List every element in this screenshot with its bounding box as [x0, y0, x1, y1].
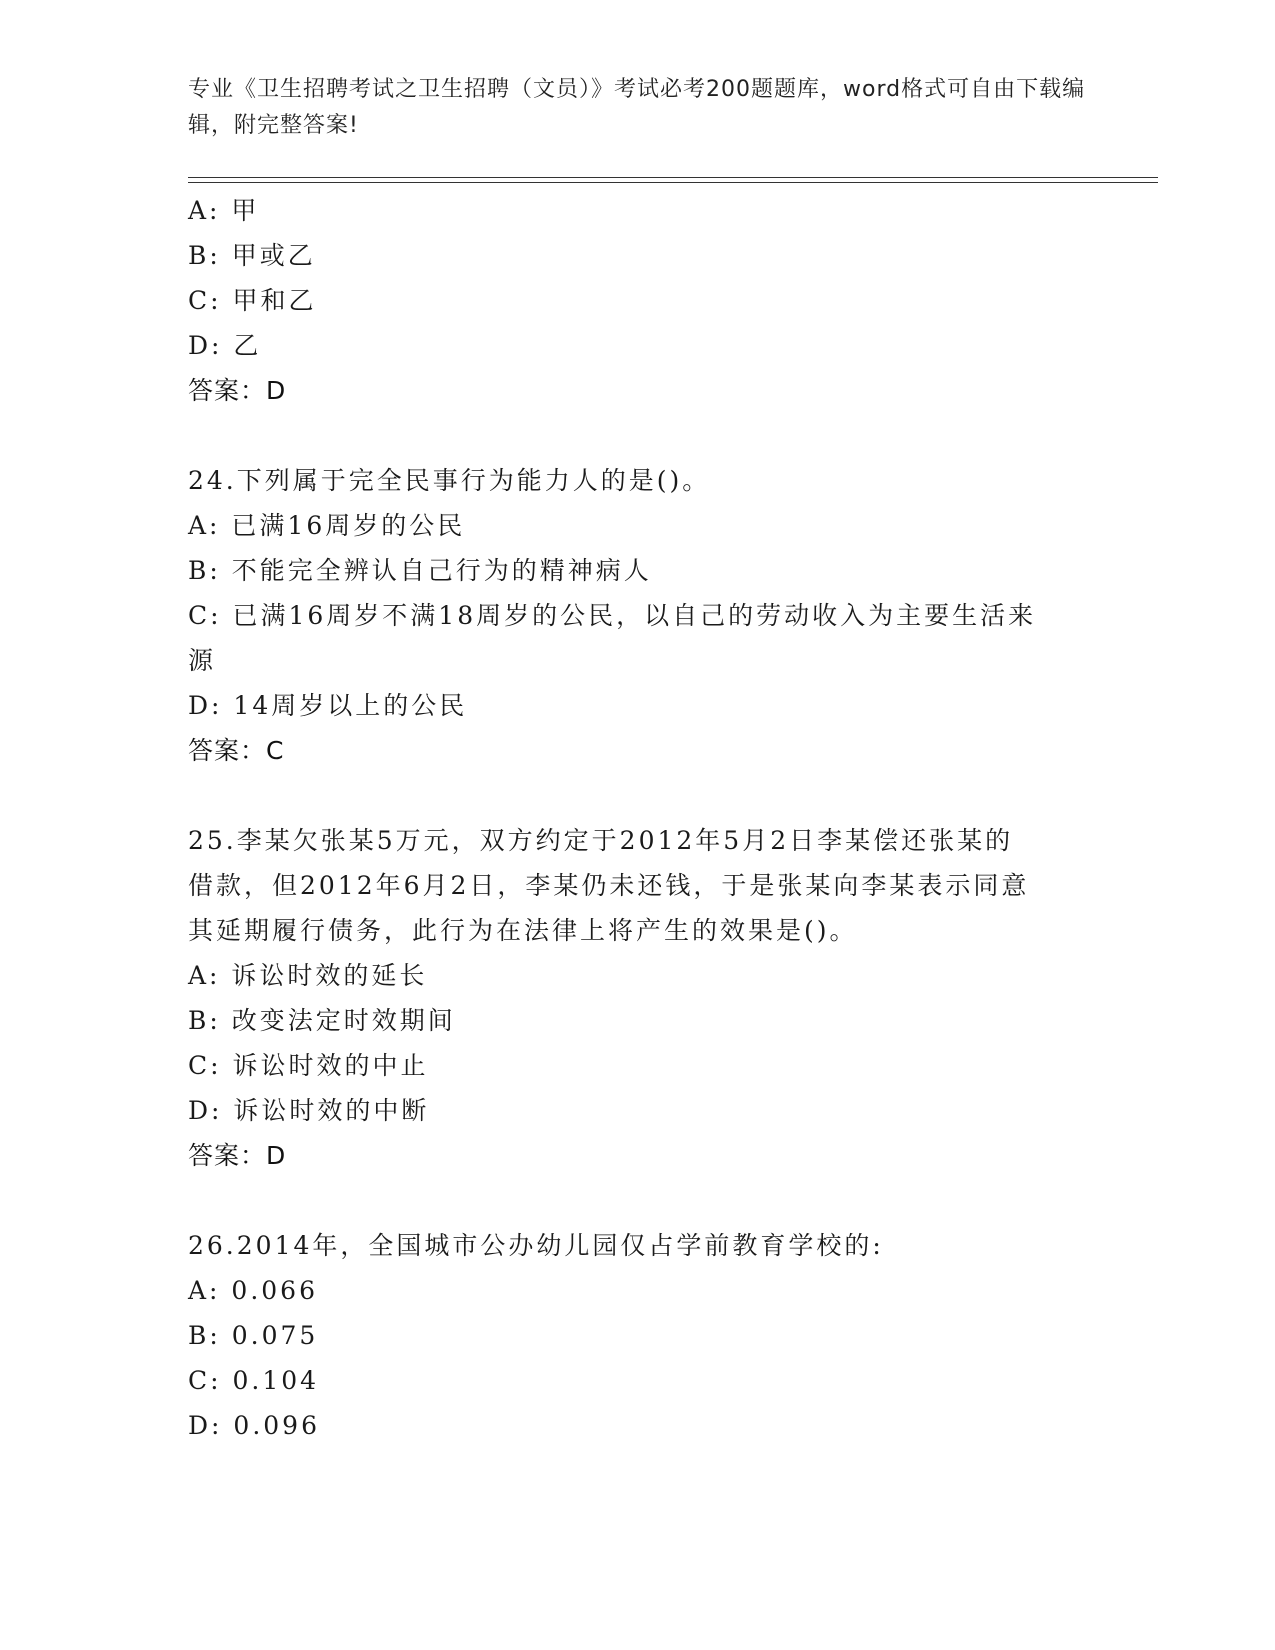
option-b: B: 0.075 — [188, 1321, 319, 1350]
header-rule-top — [188, 177, 1158, 178]
option-a: A: 诉讼时效的延长 — [188, 961, 428, 990]
question-list — [188, 188, 1088, 1448]
option-d: D: 14周岁以上的公民 — [188, 691, 468, 720]
option-d: D: 0.096 — [188, 1411, 320, 1440]
spacer — [188, 773, 1088, 818]
option-b: B: 改变法定时效期间 — [188, 1006, 456, 1035]
option-d: D: 诉讼时效的中断 — [188, 1096, 430, 1125]
question-23-continued — [188, 188, 1088, 413]
answer-line: 答案：D — [188, 376, 287, 405]
option-c: C: 甲和乙 — [188, 286, 317, 315]
header-rule-bottom — [188, 182, 1158, 183]
spacer — [188, 413, 1088, 458]
question-26 — [188, 1223, 1088, 1448]
question-24 — [188, 458, 1088, 773]
document-header: 专业《卫生招聘考试之卫生招聘（文员）》考试必考200题题库，word格式可自由下载编辑，附完整答案! — [188, 77, 1086, 138]
answer-line: 答案：D — [188, 1141, 287, 1170]
option-b: B: 甲或乙 — [188, 241, 316, 270]
option-b: B: 不能完全辨认自己行为的精神病人 — [188, 556, 652, 585]
option-d: D: 乙 — [188, 331, 262, 360]
question-stem-line-2: 借款，但2012年6月2日，李某仍未还钱，于是张某向李某表示同意 — [188, 871, 1030, 900]
option-c: C: 0.104 — [188, 1366, 320, 1395]
option-c: C: 已满16周岁不满18周岁的公民，以自己的劳动收入为主要生活来源 — [188, 601, 1037, 675]
question-stem-line-3: 其延期履行债务，此行为在法律上将产生的效果是()。 — [188, 916, 858, 945]
question-25 — [188, 818, 1088, 1178]
answer-line: 答案：C — [188, 736, 285, 765]
spacer — [188, 1178, 1088, 1223]
option-a: A: 甲 — [188, 196, 260, 225]
option-a: A: 0.066 — [188, 1276, 318, 1305]
question-stem-line-1: 25.李某欠张某5万元，双方约定于2012年5月2日李某偿还张某的 — [188, 826, 1014, 855]
option-c: C: 诉讼时效的中止 — [188, 1051, 429, 1080]
question-stem: 26.2014年，全国城市公办幼儿园仅占学前教育学校的: — [188, 1231, 884, 1260]
question-stem: 24.下列属于完全民事行为能力人的是()。 — [188, 466, 711, 495]
option-a: A: 已满16周岁的公民 — [188, 511, 466, 540]
